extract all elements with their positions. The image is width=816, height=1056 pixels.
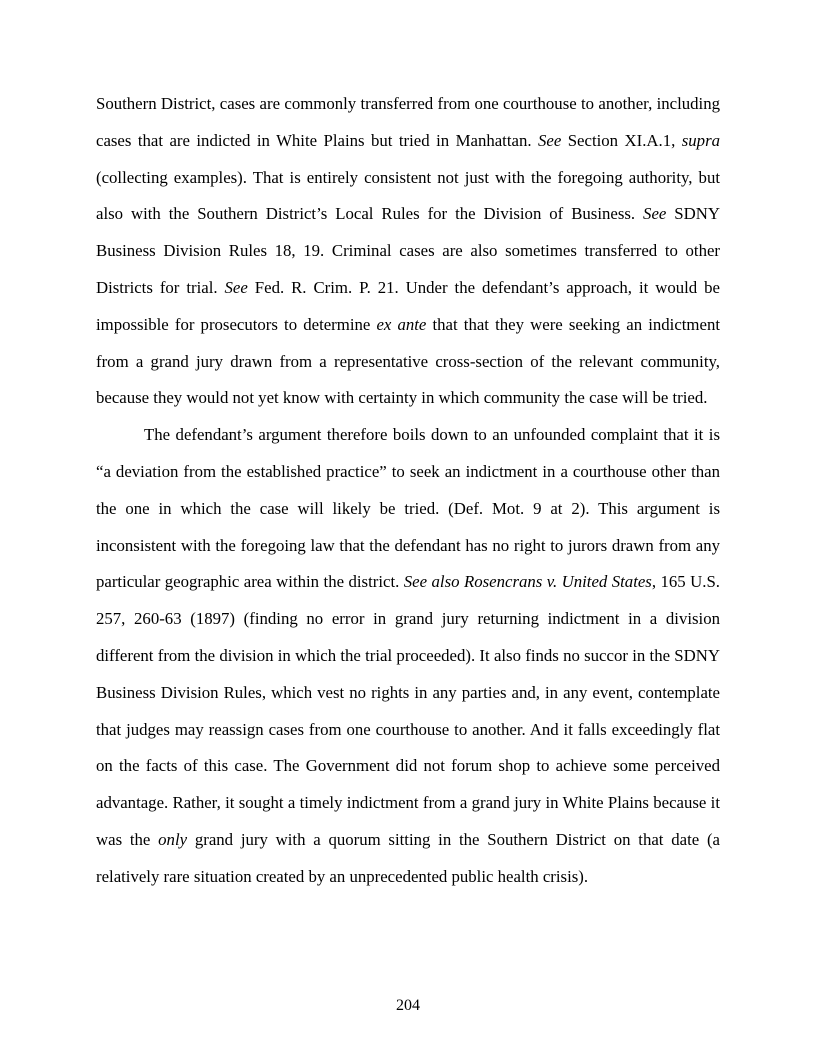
text-run: that that they were seeking an indictment from a grand jury drawn from a representative cross-section of the relevant community, because they would not yet know with certainty in which community the case will be tried. [96, 314, 720, 408]
text-run: grand jury with a quorum sitting in the Southern District on that date (a relatively rare situation created by an unprecedented public health crisis). [96, 829, 720, 886]
text-run: Fed. R. Crim. P. 21. Under the defendant’s approach, it would be impossible for prosecutors to determine [96, 277, 720, 334]
paragraph [96, 417, 720, 895]
italic-text-run: See [537, 130, 562, 150]
text-run: , 165 U.S. 257, 260-63 (1897) (finding no error in grand jury returning indictment in a division different from the division in which the trial proceeded). It also finds no succor in the SDNY Business Division Rules, which vest no rights in any parties and, in any event, contemplate that judges may reassign cases from one courthouse to another. And it falls exceedingly flat on the facts of this case. The Government did not forum shop to achieve some perceived advantage. Rather, it sought a timely indictment from a grand jury in White Plains because it was the [96, 572, 720, 849]
document-body [96, 86, 720, 896]
text-run: The defendant’s argument therefore boils down to an unfounded complaint that it is “a deviation from the established practice” to seek an indictment in a courthouse other than the one in which the case will likely be tried. (Def. Mot. 9 at 2). This argument is inconsistent with the foregoing law that the defendant has no right to jurors drawn from any particular geographic area within the district. [96, 425, 720, 592]
italic-text-run: ex ante [376, 314, 427, 334]
page-number: 204 [396, 997, 420, 1014]
text-run: SDNY Business Division Rules 18, 19. Criminal cases are also sometimes transferred to other Districts for trial. [96, 204, 720, 297]
italic-text-run: only [158, 829, 188, 849]
text-run: (collecting examples). That is entirely consistent not just with the foregoing authority, but also with the Southern District’s Local Rules for the Division of Business. [96, 167, 720, 224]
text-run: Section XI.A.1, [561, 130, 682, 150]
paragraph [96, 86, 720, 417]
text-run: Southern District, cases are commonly transferred from one courthouse to another, including cases that are indicted in White Plains but tried in Manhattan. [96, 94, 720, 150]
italic-text-run: See also Rosencrans v. United States [403, 572, 652, 592]
italic-text-run: supra [681, 130, 720, 150]
italic-text-run: See [643, 204, 667, 224]
italic-text-run: See [224, 277, 248, 297]
